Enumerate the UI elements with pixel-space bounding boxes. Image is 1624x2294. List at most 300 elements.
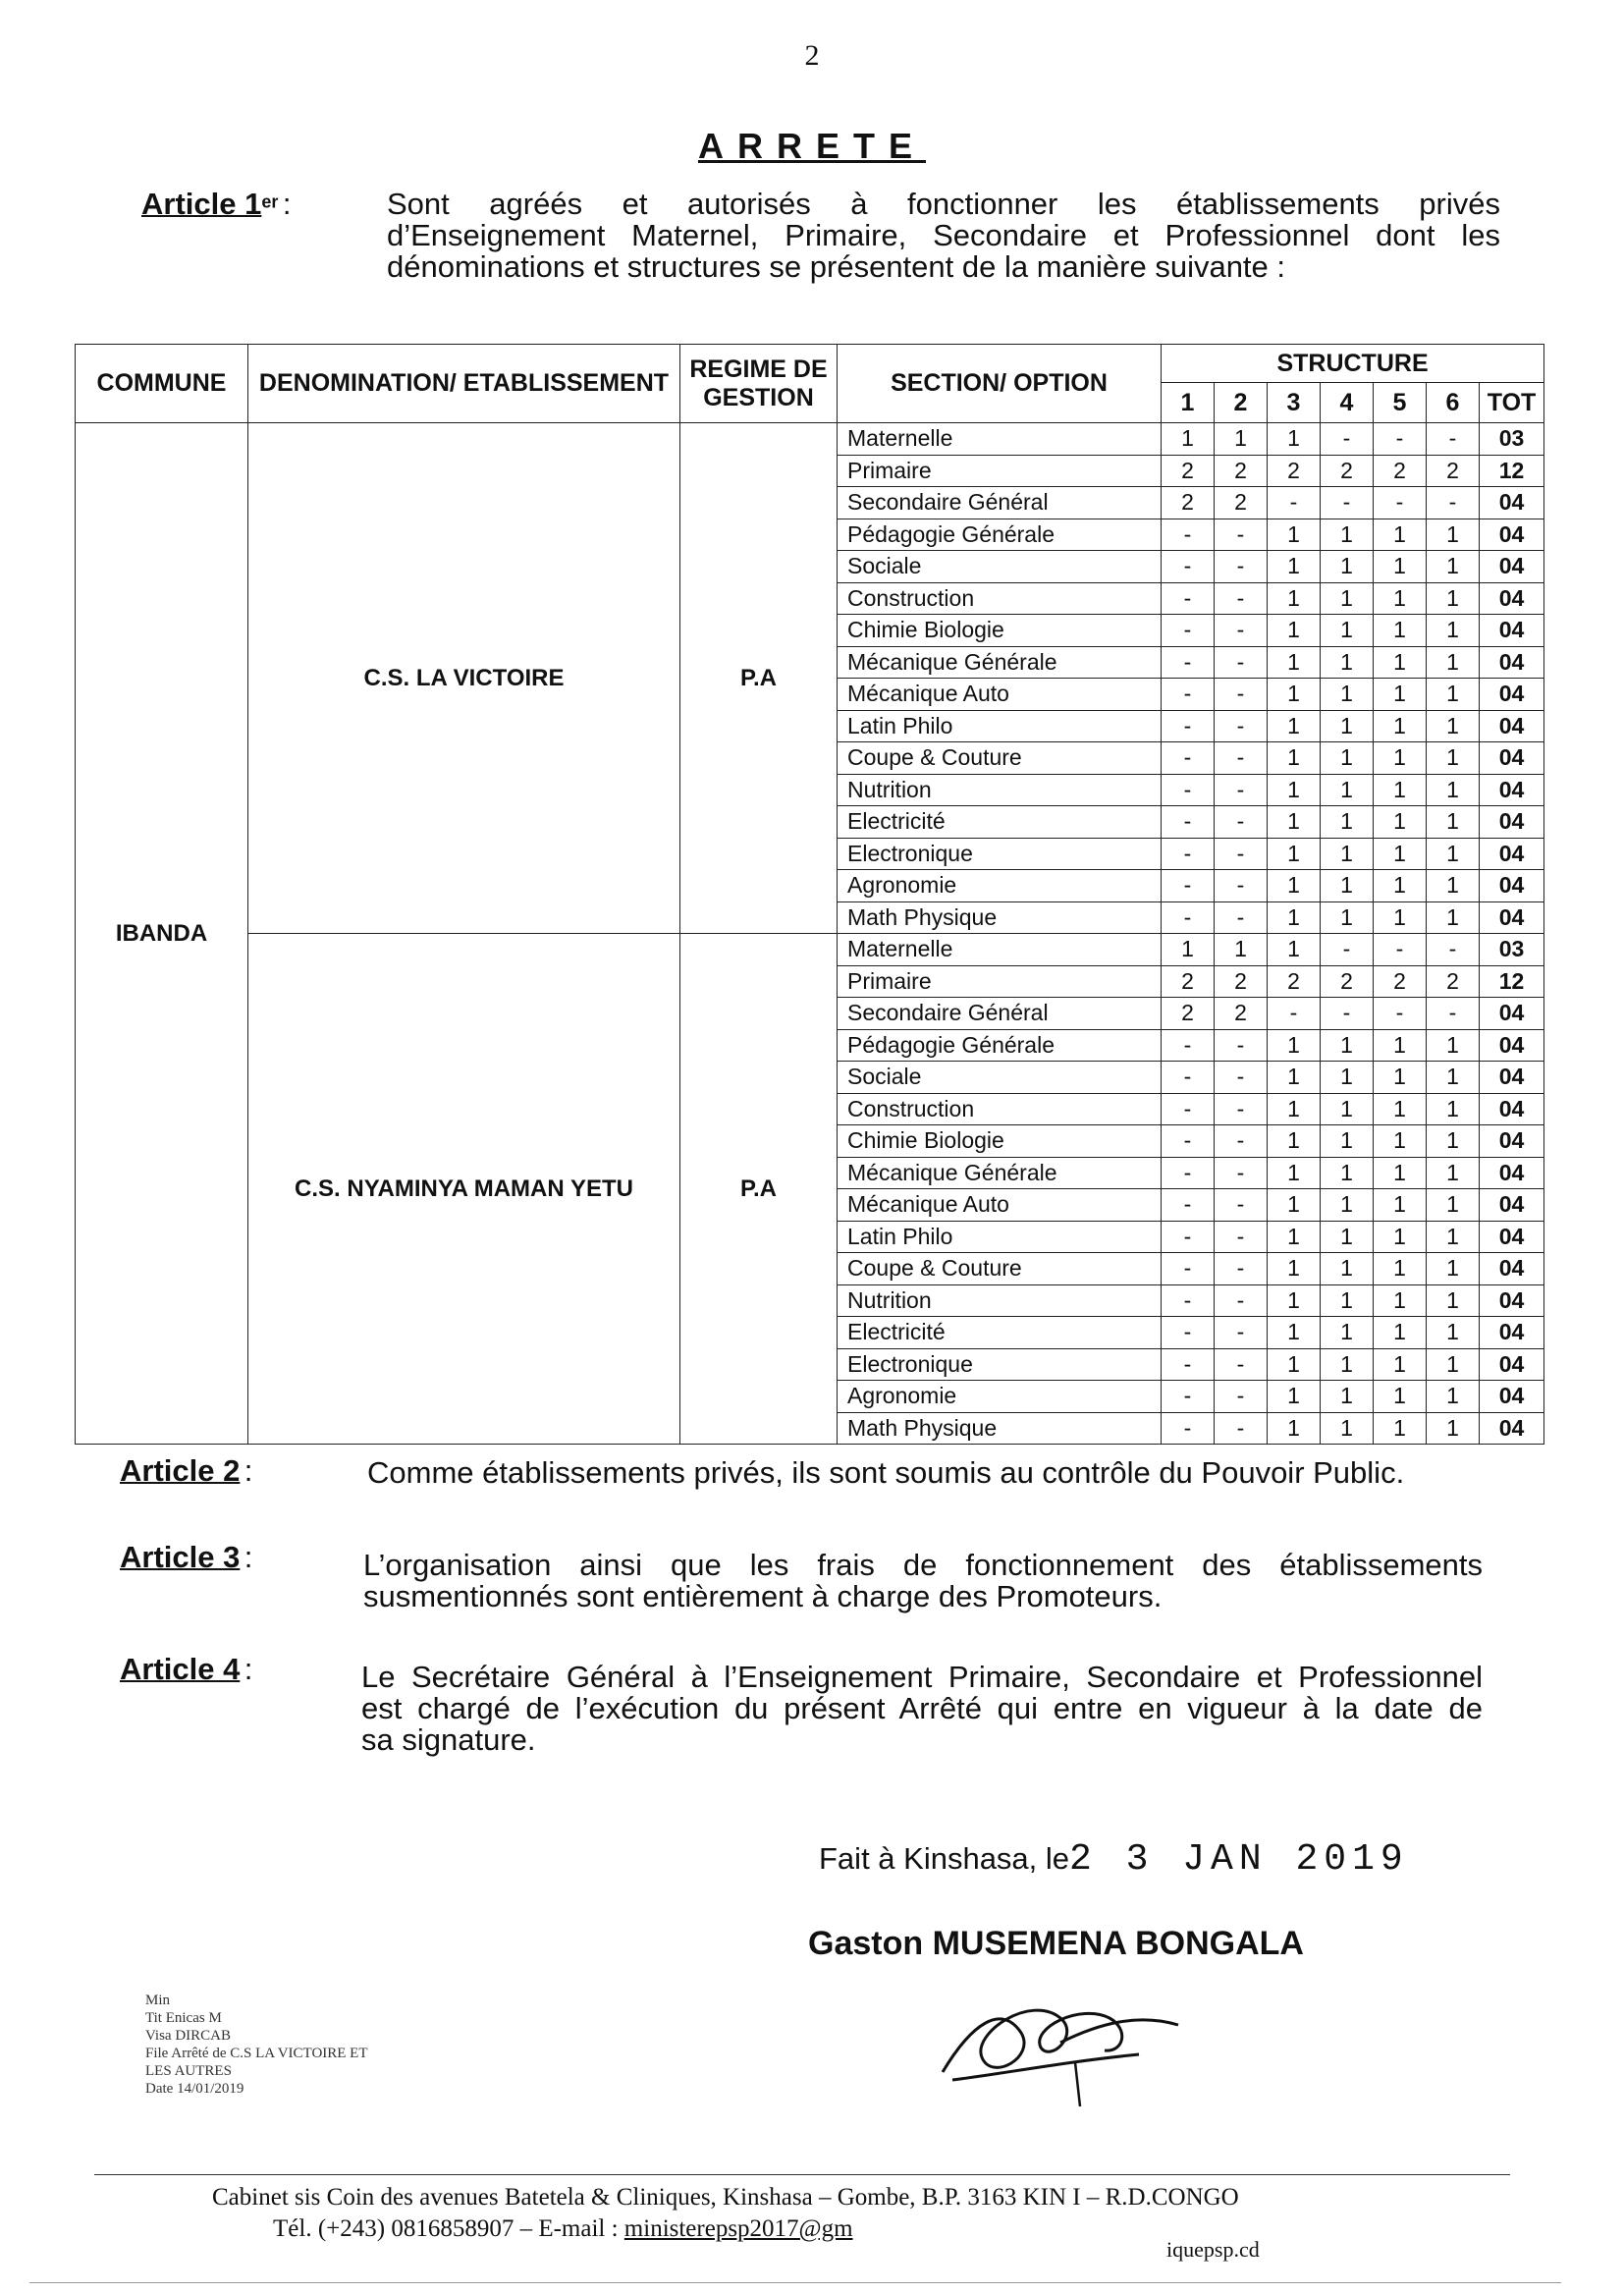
date-stamp: 2 3 JAN 2019 (1069, 1838, 1409, 1881)
structure-cell-5: 1 (1374, 1125, 1427, 1158)
structure-total-cell: 04 (1480, 710, 1544, 742)
structure-total-cell: 04 (1480, 519, 1544, 551)
regime-cell: P.A (680, 423, 838, 934)
article-4-line: sa signature. (361, 1722, 536, 1757)
structure-cell-2: 2 (1215, 455, 1268, 487)
header-col-6: 6 (1427, 383, 1480, 423)
structure-cell-5: 1 (1374, 615, 1427, 647)
section-option-cell: Nutrition (838, 774, 1162, 806)
structure-cell-2: - (1215, 1189, 1268, 1222)
header-col-3: 3 (1268, 383, 1321, 423)
structure-cell-1: - (1162, 1062, 1215, 1094)
structure-cell-6: 2 (1427, 455, 1480, 487)
structure-cell-3: 1 (1268, 1317, 1321, 1349)
structure-cell-6: 1 (1427, 551, 1480, 583)
structure-cell-4: 1 (1321, 774, 1374, 806)
structure-cell-1: 2 (1162, 487, 1215, 519)
structure-total-cell: 04 (1480, 1348, 1544, 1381)
article-4-label: Article 4 : (120, 1652, 253, 1686)
structure-cell-3: 1 (1268, 742, 1321, 775)
section-option-cell: Pédagogie Générale (838, 1029, 1162, 1062)
page-number: 2 (804, 39, 820, 72)
structure-cell-5: 1 (1374, 646, 1427, 679)
structure-cell-3: 1 (1268, 679, 1321, 711)
structure-total-cell: 04 (1480, 615, 1544, 647)
structure-cell-1: - (1162, 615, 1215, 647)
structure-cell-1: 1 (1162, 934, 1215, 966)
structure-cell-2: - (1215, 1253, 1268, 1285)
structure-total-cell: 04 (1480, 679, 1544, 711)
section-option-cell: Chimie Biologie (838, 1125, 1162, 1158)
structure-cell-3: 1 (1268, 1093, 1321, 1125)
structure-cell-5: 1 (1374, 1062, 1427, 1094)
section-option-cell: Coupe & Couture (838, 1253, 1162, 1285)
structure-cell-3: 1 (1268, 1029, 1321, 1062)
structure-cell-4: 1 (1321, 646, 1374, 679)
structure-cell-2: - (1215, 774, 1268, 806)
structure-cell-2: 2 (1215, 487, 1268, 519)
signatory-name: Gaston MUSEMENA BONGALA (808, 1925, 1304, 1962)
structure-cell-3: 1 (1268, 519, 1321, 551)
structure-cell-6: 1 (1427, 1412, 1480, 1445)
structure-cell-2: - (1215, 1221, 1268, 1253)
structure-cell-4: 1 (1321, 1221, 1374, 1253)
structure-cell-2: - (1215, 1284, 1268, 1317)
structure-cell-1: - (1162, 1125, 1215, 1158)
structure-cell-4: 1 (1321, 806, 1374, 839)
structure-cell-1: - (1162, 582, 1215, 615)
structure-cell-5: 1 (1374, 1284, 1427, 1317)
header-denomination: DENOMINATION/ ETABLISSEMENT (248, 345, 680, 423)
structure-cell-5: 1 (1374, 1412, 1427, 1445)
structure-cell-1: 1 (1162, 423, 1215, 456)
article-3-label: Article 3 : (120, 1540, 253, 1574)
structure-cell-1: - (1162, 679, 1215, 711)
structure-cell-1: 2 (1162, 998, 1215, 1030)
structure-cell-6: 1 (1427, 1284, 1480, 1317)
structure-cell-2: - (1215, 1029, 1268, 1062)
structure-cell-1: - (1162, 742, 1215, 775)
structure-cell-6: 1 (1427, 838, 1480, 870)
structure-total-cell: 04 (1480, 901, 1544, 934)
structure-cell-6: 1 (1427, 1253, 1480, 1285)
structure-cell-5: 1 (1374, 1029, 1427, 1062)
structure-cell-5: 1 (1374, 1221, 1427, 1253)
structure-total-cell: 04 (1480, 998, 1544, 1030)
structure-cell-2: - (1215, 519, 1268, 551)
structure-cell-3: - (1268, 998, 1321, 1030)
structure-total-cell: 04 (1480, 551, 1544, 583)
footer-address: Cabinet sis Coin des avenues Batetela & Cliniques, Kinshasa – Gombe, B.P. 3163 KIN I – R.D.CONGO (212, 2184, 1239, 2211)
article-2-label: Article 2 : (120, 1453, 253, 1488)
structure-cell-6: 1 (1427, 1221, 1480, 1253)
structure-cell-1: - (1162, 1157, 1215, 1189)
section-option-cell: Electronique (838, 838, 1162, 870)
structure-cell-5: 1 (1374, 1381, 1427, 1413)
section-option-cell: Math Physique (838, 1412, 1162, 1445)
structure-cell-5: 1 (1374, 679, 1427, 711)
structure-cell-3: 1 (1268, 1381, 1321, 1413)
article-1-label-sup: er (261, 191, 279, 212)
structure-cell-5: 1 (1374, 1093, 1427, 1125)
section-option-cell: Sociale (838, 551, 1162, 583)
structure-total-cell: 04 (1480, 1029, 1544, 1062)
structure-cell-3: 1 (1268, 1284, 1321, 1317)
structure-cell-6: 1 (1427, 1125, 1480, 1158)
section-option-cell: Agronomie (838, 1381, 1162, 1413)
section-option-cell: Construction (838, 582, 1162, 615)
reference-line: File Arrêté de C.S LA VICTOIRE ET (145, 2046, 368, 2061)
section-option-cell: Secondaire Général (838, 998, 1162, 1030)
structure-total-cell: 04 (1480, 1284, 1544, 1317)
structure-cell-5: 1 (1374, 838, 1427, 870)
structure-cell-5: 2 (1374, 455, 1427, 487)
section-option-cell: Secondaire Général (838, 487, 1162, 519)
section-option-cell: Electricité (838, 1317, 1162, 1349)
article-3-text (363, 1550, 1483, 1612)
section-option-cell: Coupe & Couture (838, 742, 1162, 775)
regime-cell: P.A (680, 934, 838, 1445)
structure-cell-1: - (1162, 870, 1215, 902)
structure-cell-6: 1 (1427, 806, 1480, 839)
structure-cell-4: 1 (1321, 742, 1374, 775)
section-option-cell: Nutrition (838, 1284, 1162, 1317)
structure-cell-3: 1 (1268, 1125, 1321, 1158)
structure-total-cell: 03 (1480, 934, 1544, 966)
structure-cell-3: 1 (1268, 1157, 1321, 1189)
structure-cell-2: - (1215, 742, 1268, 775)
place-date (819, 1838, 1409, 1881)
section-option-cell: Pédagogie Générale (838, 519, 1162, 551)
article-4-line: est chargé de l’exécution du présent Arrêté qui entre en vigueur à la date de (361, 1691, 1483, 1725)
place-text: Fait à Kinshasa, le (819, 1841, 1070, 1876)
structure-total-cell: 04 (1480, 838, 1544, 870)
structure-cell-2: - (1215, 1412, 1268, 1445)
structure-cell-5: 1 (1374, 1157, 1427, 1189)
structure-cell-1: - (1162, 1412, 1215, 1445)
structure-cell-1: - (1162, 1317, 1215, 1349)
structure-cell-2: - (1215, 1093, 1268, 1125)
structure-cell-3: 1 (1268, 806, 1321, 839)
footer-email[interactable]: ministerepsp2017@gm (623, 2215, 853, 2242)
article-1-line: d’Enseignement Maternel, Primaire, Secondaire et Professionnel dont les (387, 218, 1500, 252)
header-col-2: 2 (1215, 383, 1268, 423)
structure-cell-6: 1 (1427, 1189, 1480, 1222)
structure-cell-5: - (1374, 423, 1427, 456)
structure-cell-2: - (1215, 1157, 1268, 1189)
section-option-cell: Latin Philo (838, 710, 1162, 742)
header-structure: STRUCTURE (1162, 345, 1544, 383)
structure-total-cell: 04 (1480, 774, 1544, 806)
structure-cell-5: 1 (1374, 582, 1427, 615)
structure-cell-2: - (1215, 838, 1268, 870)
structure-total-cell: 12 (1480, 965, 1544, 998)
structure-cell-2: 2 (1215, 998, 1268, 1030)
structure-total-cell: 04 (1480, 1381, 1544, 1413)
structure-cell-6: - (1427, 998, 1480, 1030)
structure-cell-1: - (1162, 1093, 1215, 1125)
structure-cell-4: 1 (1321, 1253, 1374, 1285)
structure-cell-1: - (1162, 1284, 1215, 1317)
structure-cell-5: 1 (1374, 519, 1427, 551)
structure-cell-1: - (1162, 1189, 1215, 1222)
structure-total-cell: 04 (1480, 487, 1544, 519)
table-body (76, 423, 1544, 1445)
structure-cell-6: 1 (1427, 710, 1480, 742)
structure-cell-1: - (1162, 519, 1215, 551)
structure-total-cell: 04 (1480, 870, 1544, 902)
article-4-text (361, 1662, 1483, 1756)
structure-cell-6: 1 (1427, 1381, 1480, 1413)
structure-cell-3: 1 (1268, 934, 1321, 966)
reference-line: Visa DIRCAB (145, 2028, 232, 2044)
structure-cell-4: 1 (1321, 710, 1374, 742)
structure-total-cell: 04 (1480, 1412, 1544, 1445)
header-commune: COMMUNE (76, 345, 248, 423)
structure-cell-1: - (1162, 1381, 1215, 1413)
structure-cell-6: 1 (1427, 1062, 1480, 1094)
header-col-tot: TOT (1480, 383, 1544, 423)
commune-cell: IBANDA (76, 423, 248, 1445)
section-option-cell: Math Physique (838, 901, 1162, 934)
reference-line: Tit Enicas M (145, 2010, 222, 2026)
structure-cell-3: 1 (1268, 615, 1321, 647)
structure-cell-3: - (1268, 487, 1321, 519)
structure-cell-4: 1 (1321, 1284, 1374, 1317)
structure-cell-5: 1 (1374, 551, 1427, 583)
section-option-cell: Primaire (838, 965, 1162, 998)
structure-cell-4: 1 (1321, 901, 1374, 934)
structure-cell-6: - (1427, 487, 1480, 519)
structure-cell-6: 1 (1427, 901, 1480, 934)
structure-cell-5: - (1374, 934, 1427, 966)
structure-total-cell: 04 (1480, 1093, 1544, 1125)
article-2-text (367, 1457, 1483, 1489)
structure-cell-2: 1 (1215, 423, 1268, 456)
structure-cell-4: - (1321, 934, 1374, 966)
header-col-5: 5 (1374, 383, 1427, 423)
section-option-cell: Maternelle (838, 423, 1162, 456)
section-option-cell: Agronomie (838, 870, 1162, 902)
structure-cell-4: 1 (1321, 1157, 1374, 1189)
article-2-line: Comme établissements privés, ils sont soumis au contrôle du Pouvoir Public. (367, 1455, 1405, 1490)
article-4-line: Le Secrétaire Général à l’Enseignement Primaire, Secondaire et Professionnel (361, 1660, 1483, 1694)
structure-cell-6: 1 (1427, 582, 1480, 615)
structure-cell-4: 1 (1321, 1125, 1374, 1158)
structure-cell-3: 1 (1268, 551, 1321, 583)
structure-cell-1: - (1162, 838, 1215, 870)
section-option-cell: Sociale (838, 1062, 1162, 1094)
etablissement-name: C.S. NYAMINYA MAMAN YETU (248, 934, 680, 1445)
structure-cell-4: 1 (1321, 1317, 1374, 1349)
structure-cell-4: - (1321, 487, 1374, 519)
structure-cell-5: 1 (1374, 1317, 1427, 1349)
structure-total-cell: 03 (1480, 423, 1544, 456)
structure-cell-4: - (1321, 423, 1374, 456)
reference-line: LES AUTRES (145, 2063, 232, 2079)
structure-cell-1: - (1162, 774, 1215, 806)
structure-cell-2: - (1215, 1381, 1268, 1413)
structure-cell-6: 2 (1427, 965, 1480, 998)
structure-cell-3: 1 (1268, 838, 1321, 870)
structure-cell-1: - (1162, 1348, 1215, 1381)
structure-cell-4: 1 (1321, 519, 1374, 551)
structure-cell-3: 1 (1268, 1412, 1321, 1445)
structure-cell-2: - (1215, 806, 1268, 839)
structure-cell-5: 1 (1374, 901, 1427, 934)
article-1-line: dénominations et structures se présentent de la manière suivante : (387, 249, 1286, 284)
structure-cell-2: 2 (1215, 965, 1268, 998)
structure-cell-1: - (1162, 806, 1215, 839)
structure-cell-5: 1 (1374, 1253, 1427, 1285)
structure-cell-3: 1 (1268, 582, 1321, 615)
reference-line: Date 14/01/2019 (145, 2081, 244, 2097)
structure-cell-3: 1 (1268, 1348, 1321, 1381)
article-1-line: Sont agréés et autorisés à fonctionner les établissements privés (387, 187, 1500, 221)
structure-cell-5: 1 (1374, 742, 1427, 775)
structure-cell-3: 1 (1268, 774, 1321, 806)
structure-cell-1: - (1162, 901, 1215, 934)
structure-cell-6: - (1427, 934, 1480, 966)
structure-total-cell: 04 (1480, 646, 1544, 679)
structure-cell-1: - (1162, 1253, 1215, 1285)
structure-cell-6: 1 (1427, 1317, 1480, 1349)
handwritten-signature (913, 1964, 1208, 2111)
structure-cell-6: 1 (1427, 774, 1480, 806)
footer-divider (94, 2174, 1510, 2175)
structure-cell-2: - (1215, 1062, 1268, 1094)
document-title-text: ARRETE (697, 126, 926, 166)
article-4-colon: : (244, 1652, 253, 1686)
section-option-cell: Latin Philo (838, 1221, 1162, 1253)
structure-cell-2: - (1215, 1317, 1268, 1349)
section-option-cell: Mécanique Auto (838, 1189, 1162, 1222)
structure-cell-2: - (1215, 1348, 1268, 1381)
structure-cell-1: - (1162, 710, 1215, 742)
header-col-4: 4 (1321, 383, 1374, 423)
article-3-colon: : (244, 1540, 253, 1574)
structure-cell-4: 1 (1321, 1348, 1374, 1381)
structure-cell-6: 1 (1427, 646, 1480, 679)
structure-cell-3: 1 (1268, 1189, 1321, 1222)
structure-cell-3: 1 (1268, 646, 1321, 679)
footer-contact (273, 2215, 853, 2243)
structure-cell-4: 1 (1321, 551, 1374, 583)
article-1 (141, 187, 1502, 324)
structure-total-cell: 04 (1480, 582, 1544, 615)
structure-cell-3: 1 (1268, 710, 1321, 742)
structure-table (75, 344, 1544, 1445)
structure-cell-2: - (1215, 551, 1268, 583)
structure-total-cell: 04 (1480, 1157, 1544, 1189)
structure-cell-4: 1 (1321, 1029, 1374, 1062)
structure-cell-2: - (1215, 1125, 1268, 1158)
structure-cell-5: 1 (1374, 1348, 1427, 1381)
structure-cell-2: - (1215, 646, 1268, 679)
structure-total-cell: 04 (1480, 1317, 1544, 1349)
structure-cell-5: 1 (1374, 774, 1427, 806)
footer-website[interactable]: iquepsp.cd (1166, 2237, 1260, 2262)
structure-total-cell: 04 (1480, 1253, 1544, 1285)
structure-cell-4: 1 (1321, 838, 1374, 870)
structure-cell-6: 1 (1427, 1157, 1480, 1189)
section-option-cell: Electricité (838, 806, 1162, 839)
structure-cell-5: 2 (1374, 965, 1427, 998)
bottom-divider (29, 2282, 1561, 2283)
etablissement-name: C.S. LA VICTOIRE (248, 423, 680, 934)
table-row (76, 423, 1544, 456)
reference-line: Min (145, 1993, 171, 2008)
document-title (0, 126, 1624, 167)
structure-cell-2: 1 (1215, 934, 1268, 966)
structure-cell-5: - (1374, 487, 1427, 519)
section-option-cell: Chimie Biologie (838, 615, 1162, 647)
structure-total-cell: 12 (1480, 455, 1544, 487)
table-row (76, 934, 1544, 966)
structure-cell-4: 1 (1321, 582, 1374, 615)
structure-cell-6: 1 (1427, 1348, 1480, 1381)
structure-cell-6: 1 (1427, 615, 1480, 647)
structure-cell-3: 1 (1268, 423, 1321, 456)
structure-cell-6: 1 (1427, 1093, 1480, 1125)
structure-total-cell: 04 (1480, 1221, 1544, 1253)
structure-cell-6: 1 (1427, 519, 1480, 551)
article-1-label: Article 1er : (141, 187, 292, 221)
structure-cell-6: - (1427, 423, 1480, 456)
structure-cell-1: 2 (1162, 965, 1215, 998)
structure-cell-4: 1 (1321, 1062, 1374, 1094)
article-1-colon: : (282, 187, 292, 221)
structure-cell-4: 1 (1321, 1093, 1374, 1125)
reference-block (145, 1992, 368, 2098)
structure-cell-5: 1 (1374, 870, 1427, 902)
section-option-cell: Mécanique Auto (838, 679, 1162, 711)
article-3-line: susmentionnés sont entièrement à charge des Promoteurs. (363, 1579, 1163, 1613)
section-option-cell: Primaire (838, 455, 1162, 487)
structure-cell-4: 1 (1321, 615, 1374, 647)
structure-cell-2: - (1215, 582, 1268, 615)
structure-cell-4: 1 (1321, 1189, 1374, 1222)
structure-cell-4: 1 (1321, 870, 1374, 902)
structure-cell-4: 2 (1321, 455, 1374, 487)
structure-total-cell: 04 (1480, 1189, 1544, 1222)
structure-cell-1: 2 (1162, 455, 1215, 487)
structure-cell-6: 1 (1427, 870, 1480, 902)
section-option-cell: Electronique (838, 1348, 1162, 1381)
footer-phone: Tél. (+243) 0816858907 – E-mail : (273, 2215, 624, 2242)
structure-cell-3: 2 (1268, 965, 1321, 998)
structure-cell-4: 1 (1321, 679, 1374, 711)
structure-cell-1: - (1162, 1221, 1215, 1253)
structure-cell-2: - (1215, 710, 1268, 742)
header-section: SECTION/ OPTION (838, 345, 1162, 423)
structure-cell-6: 1 (1427, 679, 1480, 711)
structure-cell-3: 2 (1268, 455, 1321, 487)
structure-cell-2: - (1215, 679, 1268, 711)
article-2-colon: : (244, 1453, 253, 1488)
section-option-cell: Maternelle (838, 934, 1162, 966)
structure-cell-1: - (1162, 551, 1215, 583)
section-option-cell: Mécanique Générale (838, 1157, 1162, 1189)
structure-total-cell: 04 (1480, 742, 1544, 775)
structure-cell-3: 1 (1268, 1253, 1321, 1285)
structure-cell-2: - (1215, 615, 1268, 647)
structure-total-cell: 04 (1480, 806, 1544, 839)
article-1-text (387, 189, 1500, 283)
structure-cell-6: 1 (1427, 1029, 1480, 1062)
structure-cell-4: 2 (1321, 965, 1374, 998)
structure-cell-4: - (1321, 998, 1374, 1030)
